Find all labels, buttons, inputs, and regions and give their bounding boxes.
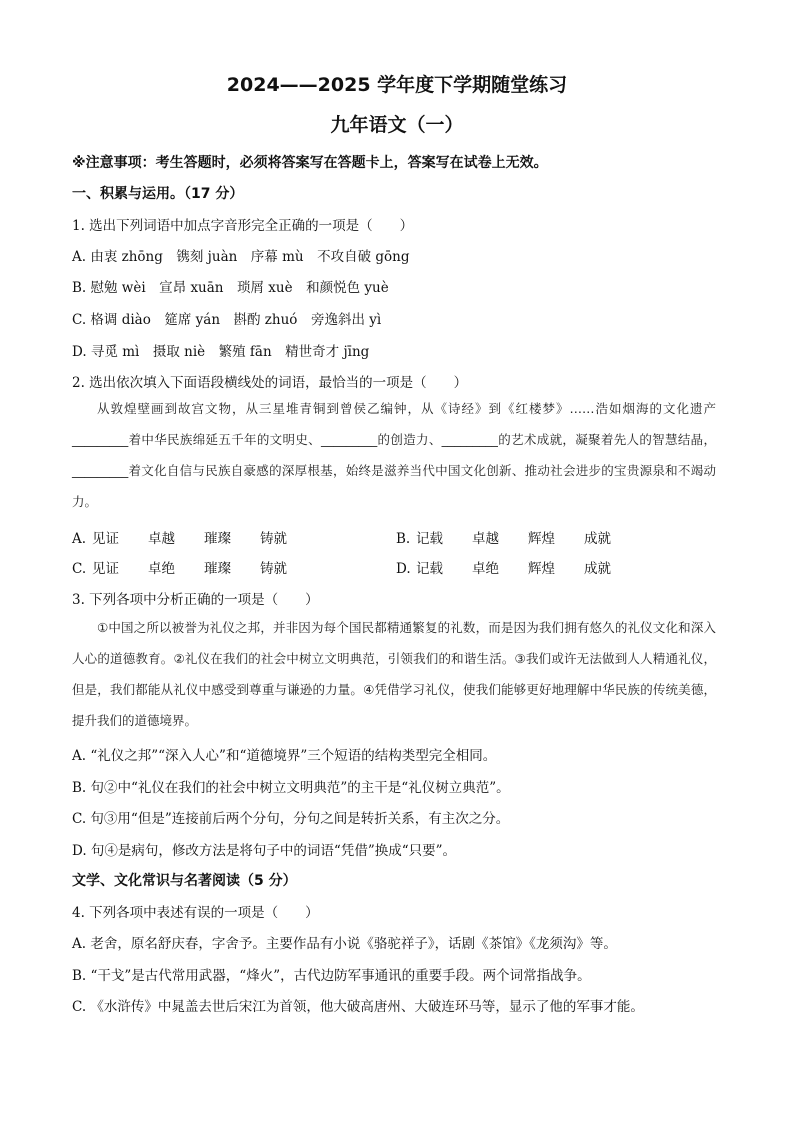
q2-option-b: B. 记载 卓越 辉煌 成就 xyxy=(396,531,611,547)
question-1: 1. 选出下列词语中加点字音形完全正确的一项是（ ） xyxy=(72,218,414,234)
question-4: 4. 下列各项中表述有误的一项是（ ） xyxy=(72,905,319,921)
q1-option-a: A. 由衷 zhōng 镌刻 juàn 序幕 mù 不攻自破 gōng xyxy=(72,249,410,265)
question-3: 3. 下列各项中分析正确的一项是（ ） xyxy=(72,592,319,608)
q4-option-b: B. “干戈”是古代常用武器，“烽火”，古代边防军事通讯的重要手段。两个词常指战争。 xyxy=(72,968,591,984)
q4-option-c: C. 《水浒传》中晁盖去世后宋江为首领，他大破高唐州、大破连环马等，显示了他的军事才能。 xyxy=(72,999,644,1015)
notice: ※注意事项：考生答题时，必须将答案写在答题卡上，答案写在试卷上无效。 xyxy=(72,155,548,171)
q3-option-b: B. 句②中“礼仪在我们的社会中树立文明典范”的主干是“礼仪树立典范”。 xyxy=(72,780,510,796)
q3-option-d: D. 句④是病句，修改方法是将句子中的词语“凭借”换成“只要”。 xyxy=(72,843,457,859)
q4-option-a: A. 老舍，原名舒庆春，字舍予。主要作品有小说《骆驼祥子》，话剧《茶馆》《龙须沟》等。 xyxy=(72,936,617,952)
exam-title: 2024——2025 学年度下学期随堂练习 xyxy=(226,74,568,96)
exam-subtitle: 九年语文（一） xyxy=(330,114,464,136)
q3-option-c: C. 句③用“但是”连接前后两个分句，分句之间是转折关系，有主次之分。 xyxy=(72,811,510,827)
section-1-heading: 一、积累与运用。（17 分） xyxy=(72,186,244,202)
q3-option-a: A. “礼仪之邦”“深入人心”和“道德境界”三个短语的结构类型完全相同。 xyxy=(72,748,497,764)
q2-option-c: C. 见证 卓绝 璀璨 铸就 xyxy=(72,561,287,577)
section-2-heading: 文学、文化常识与名著阅读（5 分） xyxy=(72,873,297,889)
q3-passage: ①中国之所以被誉为礼仪之邦，并非因为每个国民都精通繁复的礼数，而是因为我们拥有悠久的礼仪文化和深入人心的道德教育。②礼仪在我们的社会中树立文明典范，引领我们的和谐生活。③我们或许无法做到人人精通礼仪，但是，我们都能从礼仪中感受到尊重与谦逊的力量。④凭借学习礼仪，使我们能够更好地理解中华民族的传统美德，提升我们的道德境界。 xyxy=(72,620,716,728)
q2-option-d: D. 记载 卓绝 辉煌 成就 xyxy=(396,561,611,577)
q1-option-c: C. 格调 diào 筵席 yán 斟酌 zhuó 旁逸斜出 yì xyxy=(72,312,382,328)
q2-passage: 从敦煌壁画到故宫文物，从三星堆青铜到曾侯乙编钟，从《诗经》到《红楼梦》……浩如烟海的文化遗产_________着中华民族绵延五千年的文明史、_________的创造力、_________的艺术成就，凝聚着先人的智慧结晶，_________着文化自信与民族自豪感的深厚根基，始终是滋养当代中国文化创新、推动社会进步的宝贵源泉和不竭动力。 xyxy=(72,401,716,509)
q2-option-a: A. 见证 卓越 璀璨 铸就 xyxy=(72,531,287,547)
q1-option-d: D. 寻觅 mì 摄取 niè 繁殖 fān 精世奇才 jīng xyxy=(72,344,370,360)
question-2: 2. 选出依次填入下面语段横线处的词语，最恰当的一项是（ ） xyxy=(72,375,468,391)
q1-option-b: B. 慰勉 wèi 宣昂 xuān 琐屑 xuè 和颜悦色 yuè xyxy=(72,280,389,296)
